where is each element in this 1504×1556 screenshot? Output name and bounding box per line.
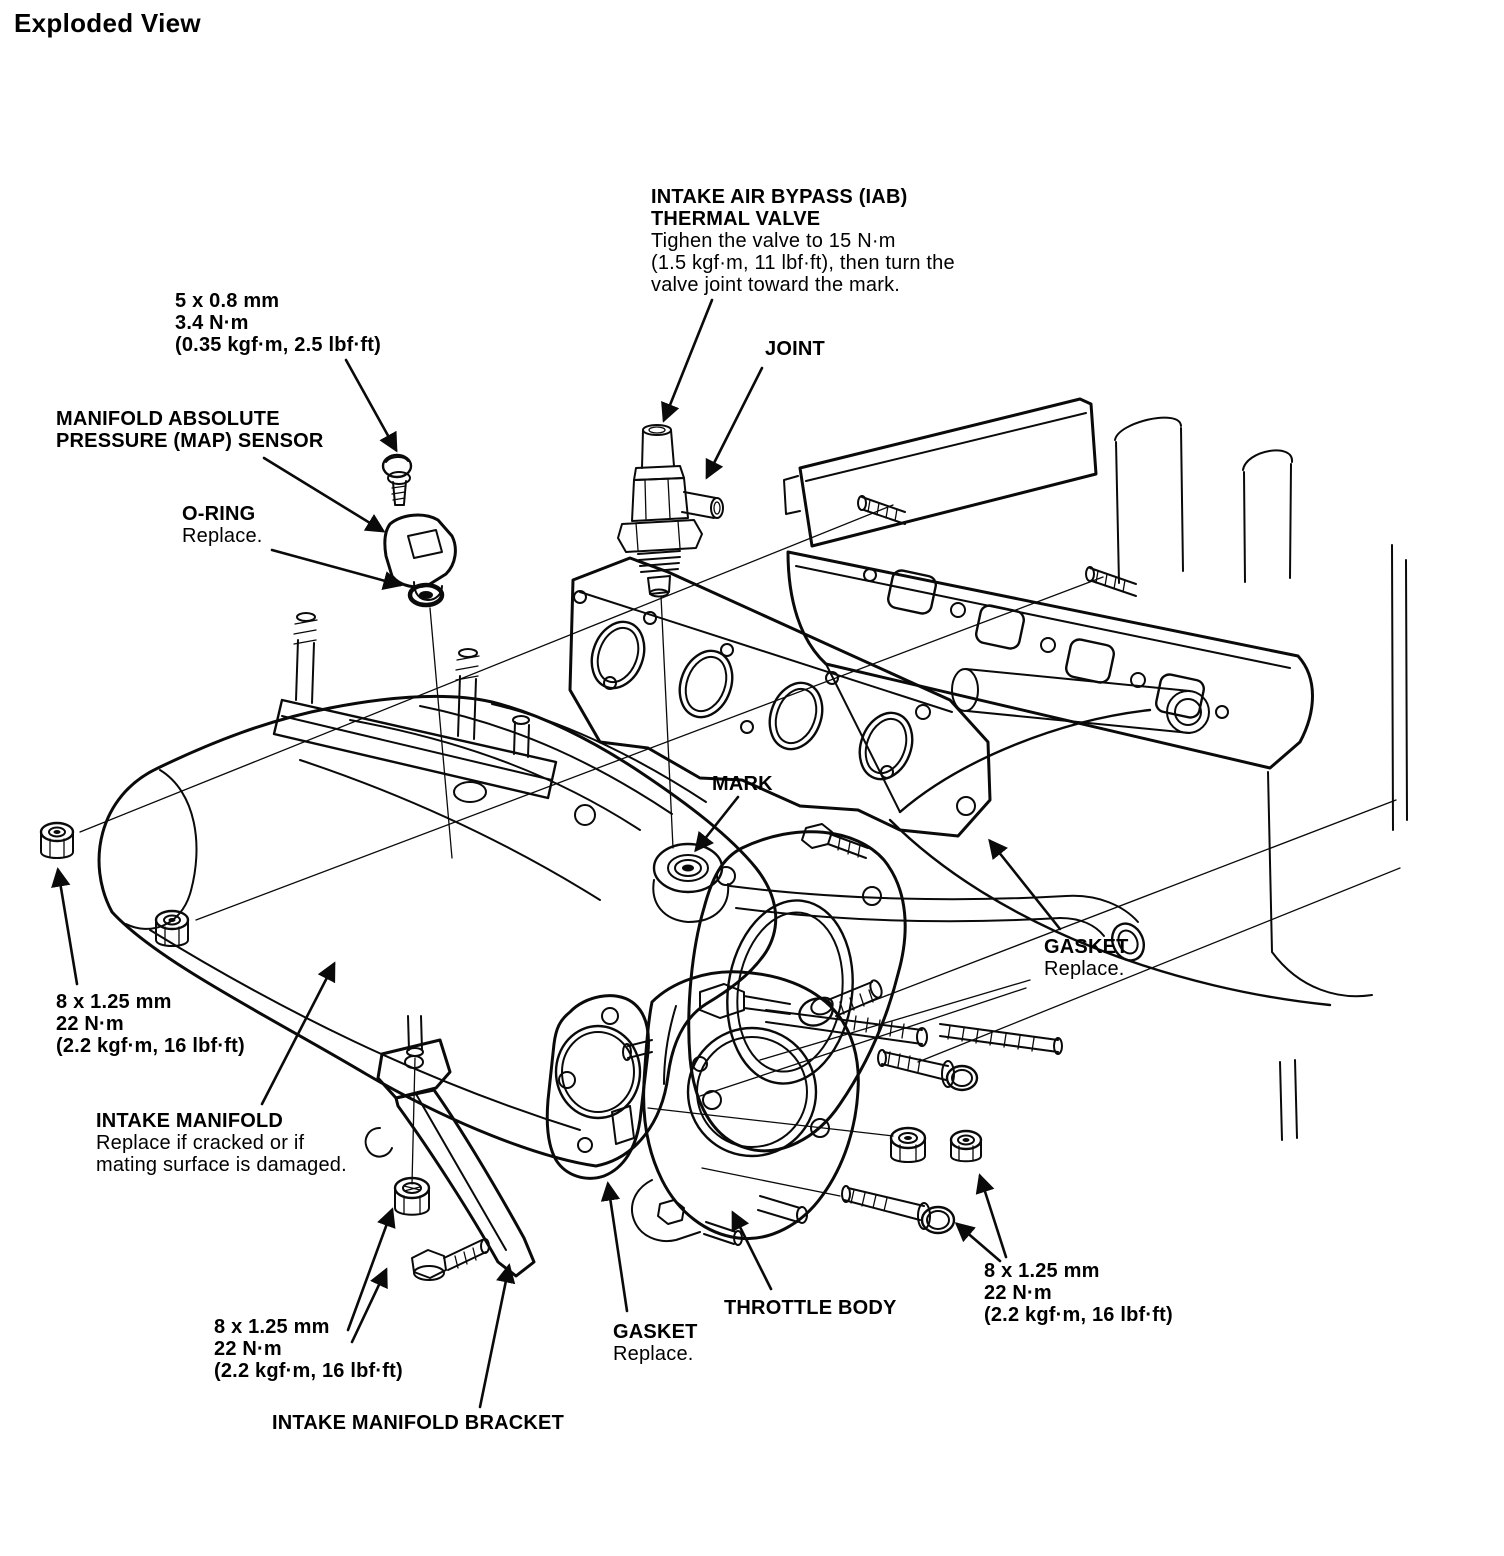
callout-intake-manifold	[96, 1110, 347, 1176]
callout-line: GASKET	[1044, 936, 1129, 958]
callout-line: MANIFOLD ABSOLUTE	[56, 408, 280, 430]
callout-note: Replace.	[613, 1343, 694, 1365]
spec-alt-units: (0.35 kgf·m, 2.5 lbf·ft)	[175, 334, 381, 356]
callout-note: (1.5 kgf·m, 11 lbf·ft), then turn the	[651, 252, 955, 274]
throttle-body-bolt	[878, 1050, 977, 1090]
assembly-axis-lines	[80, 505, 1103, 1196]
callout-note: Tighen the valve to 15 N·m	[651, 230, 896, 252]
spec-size: 5 x 0.8 mm	[175, 290, 280, 312]
callout-head-gasket	[1044, 936, 1129, 980]
intake-manifold-drawing	[99, 613, 1150, 1166]
callout-manifold-nut-spec	[56, 991, 245, 1057]
bracket-stud	[407, 1016, 423, 1056]
intake-manifold-bracket-drawing	[366, 1040, 534, 1276]
callout-note: Replace if cracked or if	[96, 1132, 305, 1154]
manifold-flange-nut	[156, 911, 188, 946]
callout-arrows	[58, 300, 1060, 1407]
callout-o-ring	[182, 503, 263, 547]
cylinder-head-drawing	[784, 399, 1407, 1140]
manifold-flange-nut	[41, 823, 73, 858]
map-sensor-screw	[383, 455, 411, 505]
iab-thermal-valve-drawing	[618, 425, 723, 597]
callout-line: INTAKE MANIFOLD BRACKET	[272, 1412, 564, 1434]
manifold-stud	[456, 649, 479, 739]
callout-throttle-body	[724, 1297, 897, 1319]
callout-line: GASKET	[613, 1321, 698, 1343]
callout-line: JOINT	[765, 338, 825, 360]
page-title: Exploded View	[14, 8, 201, 38]
spec-size: 8 x 1.25 mm	[56, 991, 172, 1013]
callout-note: mating surface is damaged.	[96, 1154, 347, 1176]
throttle-body-gasket-drawing	[547, 996, 648, 1179]
spec-torque: 22 N·m	[56, 1013, 124, 1035]
callout-line: INTAKE AIR BYPASS (IAB)	[651, 186, 908, 208]
spec-torque: 22 N·m	[214, 1338, 282, 1360]
spec-torque: 3.4 N·m	[175, 312, 249, 334]
callout-line: MARK	[712, 773, 773, 795]
callout-line: INTAKE MANIFOLD	[96, 1110, 284, 1132]
throttle-body-bolt	[842, 1186, 954, 1233]
head-stud	[1086, 567, 1136, 596]
intake-manifold-gasket-drawing	[570, 558, 990, 836]
callout-iab-thermal-valve	[651, 186, 955, 296]
callout-map-screw-spec	[175, 290, 381, 356]
throttle-body-nut	[951, 1131, 981, 1161]
iab-valve-boss	[653, 844, 728, 922]
callout-line: PRESSURE (MAP) SENSOR	[56, 430, 324, 452]
spec-alt-units: (2.2 kgf·m, 16 lbf·ft)	[56, 1035, 245, 1057]
o-ring-drawing	[410, 585, 442, 605]
callout-note: Replace.	[1044, 958, 1125, 980]
callout-note: Replace.	[182, 525, 263, 547]
spec-alt-units: (2.2 kgf·m, 16 lbf·ft)	[214, 1360, 403, 1382]
callout-note: valve joint toward the mark.	[651, 274, 901, 296]
throttle-body-drawing	[623, 972, 858, 1245]
throttle-body-nut	[891, 1128, 925, 1162]
callout-intake-manifold-bracket	[272, 1412, 564, 1434]
callout-bracket-bolt-spec	[214, 1316, 403, 1382]
callout-line: THERMAL VALVE	[651, 208, 821, 230]
callout-map-sensor	[56, 408, 324, 452]
spec-torque: 22 N·m	[984, 1282, 1052, 1304]
callout-line: THROTTLE BODY	[724, 1297, 897, 1319]
callout-line: O-RING	[182, 503, 256, 525]
callout-tb-gasket	[613, 1321, 698, 1365]
callout-joint	[765, 338, 825, 360]
callout-tb-bolt-spec	[984, 1260, 1173, 1326]
bracket-bolt	[412, 1239, 489, 1280]
manifold-stud	[294, 613, 317, 703]
spec-size: 8 x 1.25 mm	[214, 1316, 330, 1338]
spec-alt-units: (2.2 kgf·m, 16 lbf·ft)	[984, 1304, 1173, 1326]
callout-mark	[712, 773, 773, 795]
spec-size: 8 x 1.25 mm	[984, 1260, 1100, 1282]
